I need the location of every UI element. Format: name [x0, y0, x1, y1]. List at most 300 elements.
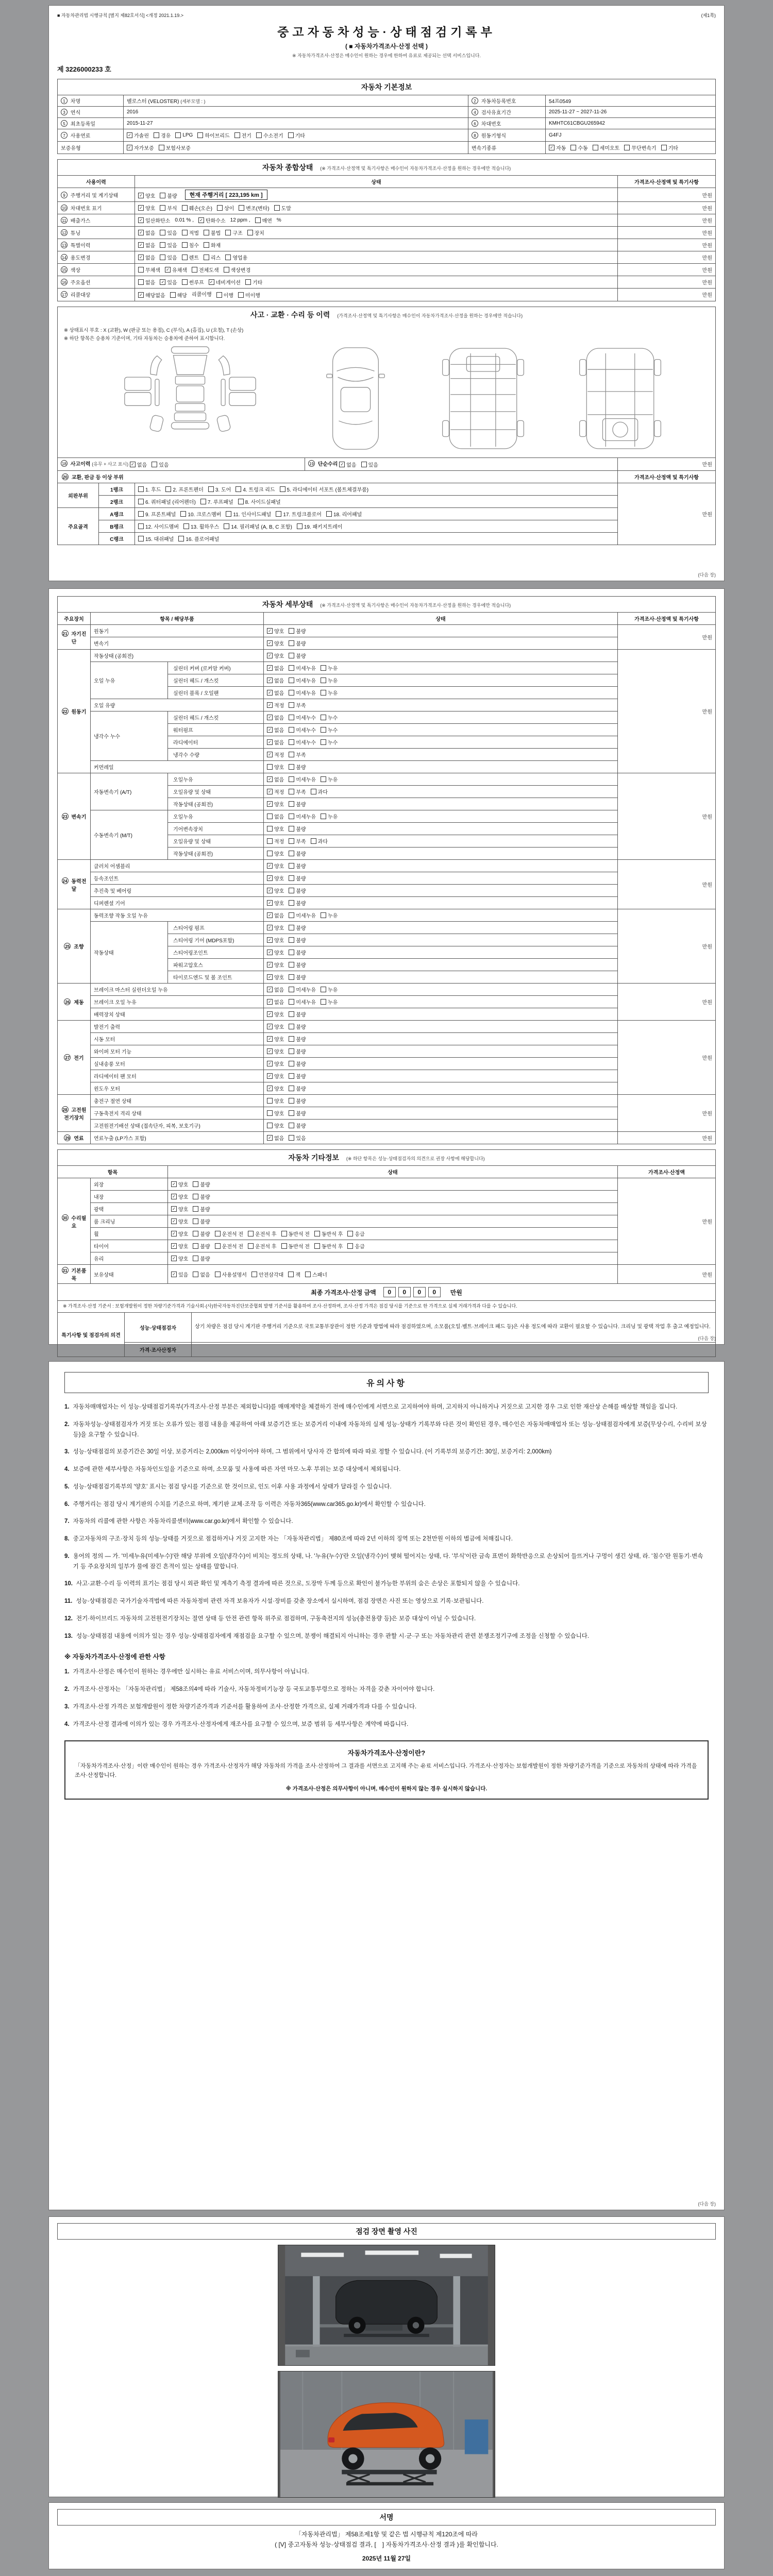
checkbox-box [288, 132, 294, 138]
checkbox-option[interactable] [321, 775, 338, 783]
checkbox-option[interactable] [289, 1109, 306, 1117]
checkbox-option[interactable] [138, 229, 155, 236]
notice-text: 가격조사·산정자는 「자동차관리법」 제58조의4에 따라 기술사, 자동차정비기능장 등 국토교통부령으로 정하는 자격을 갖춘 자이어야 합니다. [73, 1686, 435, 1693]
checkbox-option[interactable] [289, 837, 306, 845]
row-status [168, 1178, 618, 1191]
table-row [58, 264, 716, 276]
checkbox-option[interactable] [193, 1255, 210, 1262]
checkbox-option[interactable] [267, 714, 284, 721]
checkbox-box [215, 1231, 221, 1236]
checkbox-option[interactable] [178, 535, 219, 543]
checkbox-option[interactable] [182, 241, 199, 249]
checkbox-option[interactable] [256, 131, 283, 139]
circled-number: 31 [62, 1267, 69, 1274]
checkbox-option[interactable] [171, 1255, 188, 1262]
checkbox-option[interactable] [267, 1122, 284, 1129]
checkbox-option[interactable] [289, 738, 316, 746]
checkbox-option[interactable] [289, 1047, 306, 1055]
checkbox-box: ✓ [138, 255, 144, 260]
checkbox-option[interactable] [321, 911, 338, 919]
table-row [58, 227, 716, 239]
notice-number: 12. [64, 1615, 73, 1622]
checkbox-option[interactable] [138, 291, 165, 299]
circled-number: 29 [64, 1134, 71, 1141]
checkbox-option[interactable] [192, 266, 219, 274]
checkbox-option[interactable] [289, 1084, 306, 1092]
checkbox-option[interactable] [267, 701, 284, 709]
checkbox-option[interactable] [175, 132, 193, 138]
checkbox-option[interactable] [297, 522, 343, 530]
circled-number: 8 [472, 132, 478, 139]
checkbox-label: 불량 [296, 864, 306, 870]
checkbox-option[interactable] [138, 510, 176, 518]
checkbox-option[interactable] [238, 291, 260, 299]
checkbox-option[interactable] [624, 144, 656, 151]
checkbox-option[interactable] [267, 837, 284, 845]
notice-number: 2. [64, 1421, 70, 1428]
checkbox-label: 3. 도어 [215, 487, 231, 493]
checkbox-option[interactable] [280, 485, 369, 493]
checkbox-option[interactable] [314, 1242, 343, 1250]
checkbox-option[interactable] [289, 1134, 306, 1142]
checkbox-box [182, 205, 188, 211]
checkbox-option[interactable] [321, 986, 338, 993]
checkbox-option[interactable] [289, 1122, 306, 1129]
checkbox-option[interactable] [267, 738, 284, 746]
checkbox-option[interactable] [160, 241, 177, 249]
checkbox-option[interactable] [289, 973, 306, 981]
checkbox-option[interactable] [289, 664, 316, 672]
checkbox-option[interactable] [593, 144, 620, 151]
checkbox-option[interactable] [267, 751, 284, 758]
checkbox-box [289, 974, 294, 980]
checkbox-option[interactable] [311, 837, 328, 845]
rank-label: C랭크 [99, 532, 135, 545]
checkbox-option[interactable] [289, 751, 306, 758]
checkbox-option[interactable] [138, 266, 160, 274]
checkbox-option[interactable] [289, 948, 306, 956]
row-status [168, 1191, 618, 1203]
checkbox-option[interactable] [267, 1023, 284, 1030]
checkbox-option[interactable] [138, 253, 155, 261]
checkbox-option[interactable] [549, 144, 566, 151]
checkbox-option[interactable] [267, 726, 284, 734]
checkbox-option[interactable] [127, 144, 154, 151]
checkbox-option[interactable] [361, 461, 378, 468]
checkbox-option[interactable] [288, 131, 305, 139]
checkbox-option[interactable] [289, 1097, 306, 1105]
circled-number: 27 [64, 1054, 71, 1061]
row-label: 11 배출가스 [58, 214, 135, 227]
notice-number: 6. [64, 1501, 70, 1507]
checkbox-option[interactable] [289, 701, 306, 709]
checkbox-option[interactable] [171, 1205, 188, 1213]
checkbox-option[interactable] [193, 1205, 210, 1213]
notice-text: 전기·하이브리드 자동차의 고전원전기장치는 절연 상태 등 안전 관련 항목 위주로 점검하며, 구동축전지의 성능(충전용량 등)은 보증 대상이 아닐 수 있습니다. [76, 1615, 476, 1622]
checkbox-box [321, 999, 326, 1005]
checkbox-option[interactable] [289, 775, 316, 783]
checkbox-option[interactable] [289, 1060, 306, 1067]
checkbox-option[interactable] [183, 522, 219, 530]
checkbox-option[interactable] [267, 775, 284, 783]
item-label: 고전원전기배선 상태 (접속단자, 피복, 보호기구) [91, 1120, 264, 1132]
table-row [58, 637, 716, 650]
checkbox-option[interactable] [193, 1242, 210, 1250]
checkbox-option[interactable] [267, 911, 284, 919]
checkbox-option[interactable] [321, 714, 338, 721]
checkbox-option[interactable] [289, 714, 316, 721]
table-row [58, 650, 716, 662]
checkbox-option[interactable] [274, 204, 291, 212]
checkbox-box [289, 665, 294, 671]
notice-number: 8. [64, 1536, 70, 1543]
checkbox-box [289, 1098, 294, 1104]
checkbox-option[interactable] [193, 1217, 210, 1225]
circled-number: 3 [61, 109, 68, 115]
checkbox-option[interactable] [234, 131, 251, 139]
circled-number: 30 [62, 1214, 69, 1221]
checkbox-label: 보험사보증 [165, 146, 191, 151]
checkbox-box: ✓ [267, 900, 273, 906]
checkbox-option[interactable] [289, 788, 306, 795]
checkbox-label: 있음 [167, 256, 177, 261]
checkbox-option[interactable] [182, 204, 212, 212]
checkbox-option[interactable] [267, 973, 284, 981]
checkbox-label: 2. 프론트펜더 [173, 487, 204, 493]
checkbox-option[interactable] [267, 998, 284, 1006]
checkbox-option[interactable] [267, 689, 284, 697]
checkbox-option[interactable] [165, 266, 187, 274]
checkbox-label: 해당 [177, 293, 187, 299]
checkbox-option[interactable] [281, 1242, 310, 1250]
item-label: 오일 누유 [91, 662, 168, 699]
checkbox-option[interactable] [165, 485, 203, 493]
checkbox-option[interactable] [289, 862, 306, 870]
checkbox-option[interactable] [215, 1230, 243, 1238]
item-label: 브레이크 마스터 실린더오일 누유 [91, 984, 264, 996]
checkbox-option[interactable] [197, 131, 229, 139]
checkbox-option[interactable] [267, 788, 284, 795]
checkbox-option[interactable] [321, 738, 338, 746]
checkbox-option[interactable] [289, 1010, 306, 1018]
checkbox-option[interactable] [215, 1242, 243, 1250]
checkbox-option[interactable] [193, 1230, 210, 1238]
price-cell: 만원 [618, 1178, 716, 1265]
checkbox-option[interactable] [267, 1084, 284, 1092]
checkbox-option[interactable] [321, 812, 338, 820]
checkbox-option[interactable] [347, 1242, 364, 1250]
checkbox-option[interactable] [160, 204, 177, 212]
price-cell: 만원 [618, 1132, 716, 1144]
checkbox-option[interactable] [289, 1072, 306, 1080]
checkbox-option[interactable] [267, 1097, 284, 1105]
checkbox-option[interactable] [289, 986, 316, 993]
checkbox-option[interactable] [138, 535, 174, 543]
checkbox-option[interactable] [289, 998, 316, 1006]
checkbox-option[interactable] [160, 278, 177, 286]
checkbox-option[interactable] [289, 1035, 306, 1043]
checkbox-option[interactable] [204, 253, 221, 261]
checkbox-option[interactable] [281, 1230, 310, 1238]
price-digit: 0 [398, 1287, 411, 1297]
checkbox-label: 양호 [274, 1037, 284, 1043]
checkbox-box [226, 511, 231, 517]
part-label: 스티어링 기어 (MDPS포함) [168, 934, 264, 946]
checkbox-option[interactable] [661, 144, 678, 151]
checkbox-label: 양호 [274, 1049, 284, 1055]
checkbox-option[interactable] [208, 485, 231, 493]
notice-number: 3. [64, 1449, 70, 1455]
checkbox-option[interactable] [226, 510, 271, 518]
checkbox-option[interactable] [171, 1242, 188, 1250]
checkbox-option[interactable] [267, 652, 284, 659]
checkbox-option[interactable] [204, 229, 221, 236]
checkbox-option[interactable] [248, 1242, 276, 1250]
checkbox-box: ✓ [198, 217, 204, 223]
checkbox-option[interactable] [289, 800, 306, 808]
checkbox-option[interactable] [193, 1180, 210, 1188]
checkbox-option[interactable] [160, 229, 177, 236]
item-label: 구동축전지 격리 상태 [91, 1107, 264, 1120]
checkbox-option[interactable] [321, 676, 338, 684]
circled-number: 7 [61, 132, 68, 139]
checkbox-option[interactable] [267, 899, 284, 907]
row-status [264, 835, 618, 848]
checkbox-option[interactable] [182, 229, 199, 236]
checkbox-option[interactable] [200, 498, 233, 505]
checkbox-option[interactable] [321, 998, 338, 1006]
checkbox-option[interactable] [289, 689, 316, 697]
checkbox-option[interactable] [289, 652, 306, 659]
checkbox-option[interactable] [138, 278, 155, 286]
table-row [58, 142, 716, 154]
notice-item [64, 1517, 709, 1527]
checkbox-option[interactable] [138, 241, 155, 249]
checkbox-option[interactable] [267, 948, 284, 956]
opinion-header: 특기사항 및 점검자의 의견 [58, 1312, 125, 1357]
checkbox-box [245, 279, 251, 285]
checkbox-label: 양호 [274, 1012, 284, 1018]
checkbox-option[interactable] [267, 1109, 284, 1117]
checkbox-box [224, 267, 229, 273]
checkbox-option[interactable] [236, 485, 275, 493]
checkbox-label: 불량 [296, 1087, 306, 1092]
checkbox-option[interactable] [130, 461, 147, 468]
checkbox-option[interactable] [267, 1047, 284, 1055]
checkbox-option[interactable] [289, 763, 306, 771]
checkbox-option[interactable] [289, 812, 316, 820]
checkbox-option[interactable] [267, 812, 284, 820]
checkbox-option[interactable] [267, 676, 284, 684]
checkbox-label: 양호 [274, 1062, 284, 1067]
row-status [264, 637, 618, 650]
checkbox-option[interactable] [326, 510, 362, 518]
checkbox-option[interactable] [267, 936, 284, 944]
circled-number: 6 [472, 120, 478, 127]
price-cell: 만원 [618, 457, 716, 470]
checkbox-option[interactable] [289, 924, 306, 931]
checkbox-option[interactable] [198, 216, 226, 224]
checkbox-option[interactable] [204, 241, 221, 249]
signature-section-header [57, 2509, 716, 2526]
row-label: 16 주요옵션 [58, 276, 135, 289]
checkbox-option[interactable] [289, 1023, 306, 1030]
checkbox-option[interactable] [289, 961, 306, 969]
checkbox-option[interactable] [245, 278, 262, 286]
checkbox-option[interactable] [171, 1217, 188, 1225]
checkbox-label: 없음 [274, 679, 284, 684]
table-row [58, 984, 716, 996]
checkbox-box [289, 962, 294, 968]
checkbox-option[interactable] [138, 204, 155, 212]
checkbox-option[interactable] [267, 874, 284, 882]
checkbox-option[interactable] [247, 229, 264, 236]
table-row [58, 699, 716, 711]
checkbox-option[interactable] [238, 498, 281, 505]
checkbox-box [267, 838, 273, 844]
checkbox-option[interactable] [289, 874, 306, 882]
checkbox-option[interactable] [267, 639, 284, 647]
checkbox-option[interactable] [288, 1270, 300, 1278]
checkbox-box [138, 279, 144, 285]
checkbox-option[interactable] [314, 1230, 343, 1238]
checkbox-label: 미세누수 [296, 728, 316, 734]
checkbox-option[interactable] [267, 1072, 284, 1080]
item-label: 휠 [91, 1228, 168, 1240]
checkbox-option[interactable] [289, 676, 316, 684]
checkbox-option[interactable] [289, 627, 306, 635]
checkbox-label: 없음 [137, 462, 147, 468]
checkbox-option[interactable] [154, 131, 171, 139]
table-row [58, 885, 716, 897]
checkbox-option[interactable] [255, 216, 272, 224]
checkbox-option[interactable] [289, 850, 306, 857]
checkbox-option[interactable] [193, 1193, 210, 1200]
checkbox-option[interactable] [289, 911, 316, 919]
part-label: 작동상태 (공회전) [168, 798, 264, 810]
checkbox-option[interactable] [216, 291, 233, 299]
checkbox-option[interactable] [267, 887, 284, 894]
rank-parts [135, 495, 618, 507]
checkbox-option[interactable] [267, 986, 284, 993]
checkbox-option[interactable] [289, 899, 306, 907]
checkbox-option[interactable] [321, 726, 338, 734]
checkbox-option[interactable] [138, 192, 155, 199]
checkbox-option[interactable] [267, 924, 284, 931]
row-status [264, 625, 618, 637]
checkbox-option[interactable] [267, 961, 284, 969]
checkbox-option[interactable] [127, 131, 149, 139]
checkbox-option[interactable] [251, 1270, 283, 1278]
checkbox-option[interactable] [239, 204, 269, 212]
notice-item [64, 1579, 709, 1589]
checkbox-label: 불량 [167, 193, 177, 199]
checkbox-option[interactable] [225, 253, 247, 261]
checkbox-option[interactable] [224, 266, 251, 274]
checkbox-option[interactable] [339, 461, 356, 468]
field-label: 6 차대번호 [468, 118, 546, 129]
checkbox-option[interactable] [215, 1270, 247, 1278]
checkbox-option[interactable] [170, 291, 187, 299]
part-label: 기어변속장치 [168, 823, 264, 835]
checkbox-option[interactable] [209, 278, 241, 286]
checkbox-option[interactable] [305, 1270, 327, 1278]
checkbox-option[interactable] [267, 1035, 284, 1043]
checkbox-option[interactable] [267, 1010, 284, 1018]
checkbox-option[interactable] [321, 689, 338, 697]
checkbox-option[interactable] [267, 763, 284, 771]
checkbox-option[interactable] [182, 253, 199, 261]
checkbox-box [175, 132, 181, 138]
checkbox-option[interactable] [267, 664, 284, 672]
checkbox-option[interactable] [171, 1230, 188, 1238]
checkbox-option[interactable] [171, 1180, 188, 1188]
checkbox-option[interactable] [193, 1270, 210, 1278]
checkbox-option[interactable] [180, 510, 221, 518]
checkbox-option[interactable] [570, 144, 587, 151]
checkbox-box [138, 486, 144, 492]
checkbox-option[interactable] [289, 639, 306, 647]
checkbox-option[interactable] [171, 1193, 188, 1200]
checkbox-option[interactable] [289, 887, 306, 894]
checkbox-option[interactable] [138, 216, 170, 224]
checkbox-option[interactable] [224, 522, 292, 530]
checkbox-option[interactable] [152, 461, 169, 468]
section-accident-header [57, 307, 716, 323]
checkbox-label: 누수 [327, 728, 338, 734]
basic-info-table [57, 95, 716, 154]
checkbox-option[interactable] [159, 144, 191, 151]
checkbox-box [178, 536, 184, 541]
checkbox-box [267, 826, 273, 832]
checkbox-box: ✓ [267, 677, 273, 683]
checkbox-option[interactable] [248, 1230, 276, 1238]
row-status [264, 971, 618, 984]
checkbox-option[interactable] [138, 485, 161, 493]
checkbox-option[interactable] [267, 1060, 284, 1067]
checkbox-label: 없음 [274, 666, 284, 672]
checkbox-option[interactable] [276, 510, 322, 518]
checkbox-option[interactable] [267, 862, 284, 870]
checkbox-box [321, 727, 326, 733]
checkbox-option[interactable] [289, 936, 306, 944]
page-3 [48, 1361, 725, 2210]
checkbox-option[interactable] [267, 850, 284, 857]
checkbox-option[interactable] [160, 192, 177, 199]
checkbox-option[interactable] [289, 726, 316, 734]
circled-number: 5 [61, 120, 68, 127]
checkbox-option[interactable] [138, 498, 196, 505]
field-value: 2015-11-27 [124, 118, 468, 129]
checkbox-option[interactable] [267, 1134, 284, 1142]
checkbox-option[interactable] [138, 522, 179, 530]
checkbox-option[interactable] [321, 664, 338, 672]
checkbox-option[interactable] [160, 253, 177, 261]
checkbox-option[interactable] [182, 278, 204, 286]
checkbox-option[interactable] [267, 627, 284, 635]
checkbox-option[interactable] [267, 825, 284, 833]
checkbox-option[interactable] [289, 825, 306, 833]
checkbox-option[interactable] [267, 800, 284, 808]
column-header: 가격조사·산정액 및 특기사항 [618, 470, 716, 483]
checkbox-option[interactable] [311, 788, 328, 795]
checkbox-option[interactable] [171, 1270, 188, 1278]
checkbox-box [305, 1272, 311, 1277]
checkbox-box [192, 267, 197, 273]
checkbox-option[interactable] [347, 1230, 364, 1238]
checkbox-option[interactable] [217, 204, 234, 212]
checkbox-option[interactable] [225, 229, 242, 236]
